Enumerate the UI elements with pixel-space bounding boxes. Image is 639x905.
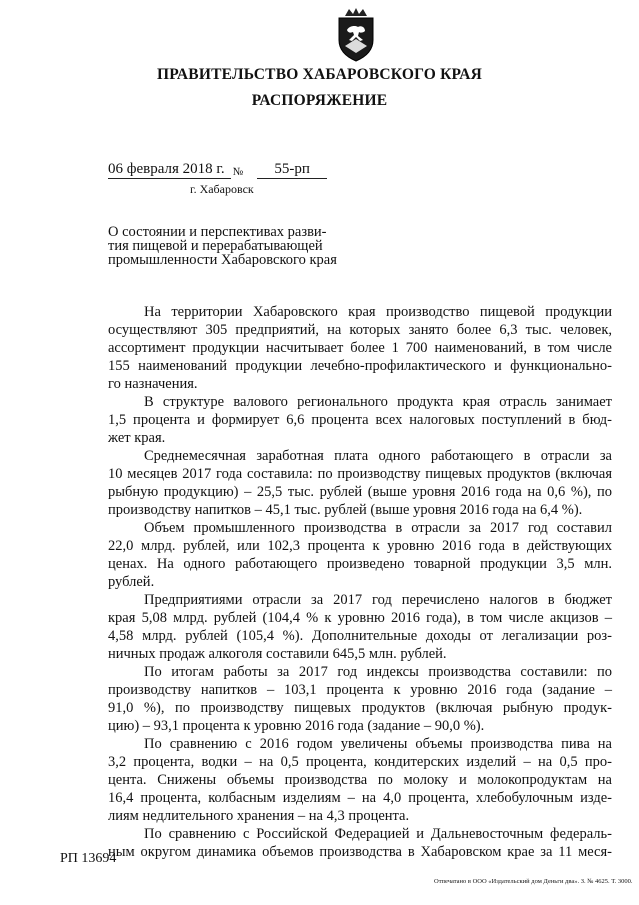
paragraph bbox=[108, 663, 612, 735]
paragraph-line: лиям недлительного хранения – на 4,3 процента. bbox=[108, 808, 410, 824]
paragraph-line: производству напитков – 103,1 процента к уровню 2016 года (задание – bbox=[108, 682, 612, 698]
paragraph-line: ничных продаж алкоголя составили 645,5 млн. рублей. bbox=[108, 646, 447, 662]
paragraph-line: 16,4 процента, колбасным изделиям – на 4,0 процента, хлебобулочным изде- bbox=[108, 790, 612, 806]
paragraph-line: рублей. bbox=[108, 574, 155, 590]
paragraph-line: цию) – 93,1 процента к уровню 2016 года (задание – 90,0 %). bbox=[108, 718, 485, 734]
paragraph-line: жет края. bbox=[108, 430, 166, 446]
paragraph bbox=[108, 393, 612, 447]
paragraph-line: цента. Снижены объемы производства по молоку и молокопродуктам на bbox=[108, 772, 612, 788]
paragraph-line: По итогам работы за 2017 год индексы производства составили: по bbox=[144, 664, 612, 680]
paragraph bbox=[108, 303, 612, 393]
paragraph-line: ассортимент продукции насчитывает более 1 700 наименований, в том числе bbox=[108, 340, 612, 356]
printer-imprint: Отпечатано в ООО «Издательский дом Деньги два». З. № 4625. Т. 3000. bbox=[434, 878, 633, 885]
paragraph-line: ценах. На одного работающего произведено товарной продукции 3,5 млн. bbox=[108, 556, 612, 572]
document-type: РАСПОРЯЖЕНИЕ bbox=[251, 92, 388, 109]
number-sign: № bbox=[232, 166, 244, 178]
paragraph-line: края 5,08 млрд. рублей (104,4 % к уровню 2016 года), в том числе акцизов – bbox=[108, 610, 612, 626]
paragraph-line: 10 месяцев 2017 года составила: по производству пищевых продуктов (включая bbox=[108, 466, 612, 482]
paragraph-line: 91,0 %), по производству пищевых продуктов (включая рыбную продук- bbox=[108, 700, 612, 716]
subject-line: О состоянии и перспективах разви- bbox=[108, 224, 327, 240]
city: г. Хабаровск bbox=[190, 182, 254, 196]
paragraph-line: В структуре валового регионального продукта края отрасль занимает bbox=[144, 394, 612, 410]
paragraph bbox=[108, 447, 612, 519]
paragraph-line: Объем промышленного производства в отрасли за 2017 год составил bbox=[144, 520, 612, 536]
paragraph-line: 22,0 млрд. рублей, или 102,3 процента к уровню 2016 года в действующих bbox=[108, 538, 612, 554]
paragraph-line: Среднемесячная заработная плата одного работающего в отрасли за bbox=[144, 448, 612, 464]
paragraph-line: производству напитков – 45,1 тыс. рублей (выше уровня 2016 года на 6,4 %). bbox=[108, 502, 583, 518]
paragraph-line: По сравнению с Российской Федерацией и Дальневосточным федераль- bbox=[144, 826, 612, 842]
coat-of-arms-icon bbox=[331, 6, 381, 62]
document-date: 06 февраля 2018 г. bbox=[108, 161, 231, 179]
document-number: 55-рп bbox=[257, 161, 327, 179]
paragraph-line: 155 наименований продукции лечебно-профилактического и функционально- bbox=[108, 358, 612, 374]
paragraph-line: По сравнению с 2016 годом увеличены объемы производства пива на bbox=[144, 736, 612, 752]
paragraph-line: Предприятиями отрасли за 2017 год перечислено налогов в бюджет bbox=[144, 592, 612, 608]
document-subject bbox=[108, 225, 338, 267]
paragraph-line: осуществляют 305 предприятий, на которых занято более 6,3 тыс. человек, bbox=[108, 322, 612, 338]
paragraph-line: го назначения. bbox=[108, 376, 198, 392]
document-code: РП 13694 bbox=[60, 851, 117, 866]
paragraph bbox=[108, 825, 612, 861]
subject-line: промышленности Хабаровского края bbox=[108, 252, 337, 268]
paragraph-line: 1,5 процента и формирует 6,6 процента всех налоговых поступлений в бюд- bbox=[108, 412, 612, 428]
document-body bbox=[108, 303, 612, 861]
paragraph bbox=[108, 735, 612, 825]
subject-line: тия пищевой и перерабатывающей bbox=[108, 238, 323, 254]
paragraph-line: рыбную продукцию) – 25,5 тыс. рублей (выше уровня 2016 года на 0,6 %), по bbox=[108, 484, 612, 500]
paragraph-line: На территории Хабаровского края производство пищевой продукции bbox=[144, 304, 612, 320]
paragraph-line: 4,58 млрд. рублей (105,4 %). Дополнительные доходы от легализации роз- bbox=[108, 628, 612, 644]
paragraph bbox=[108, 591, 612, 663]
org-name: ПРАВИТЕЛЬСТВО ХАБАРОВСКОГО КРАЯ bbox=[156, 66, 483, 83]
paragraph bbox=[108, 519, 612, 591]
paragraph-line: 3,2 процента, водки – на 0,5 процента, кондитерских изделий – на 0,5 про- bbox=[108, 754, 612, 770]
date-number-line bbox=[108, 161, 327, 179]
paragraph-line: ным округом динамика объемов производства в Хабаровском крае за 11 меся- bbox=[108, 844, 612, 860]
